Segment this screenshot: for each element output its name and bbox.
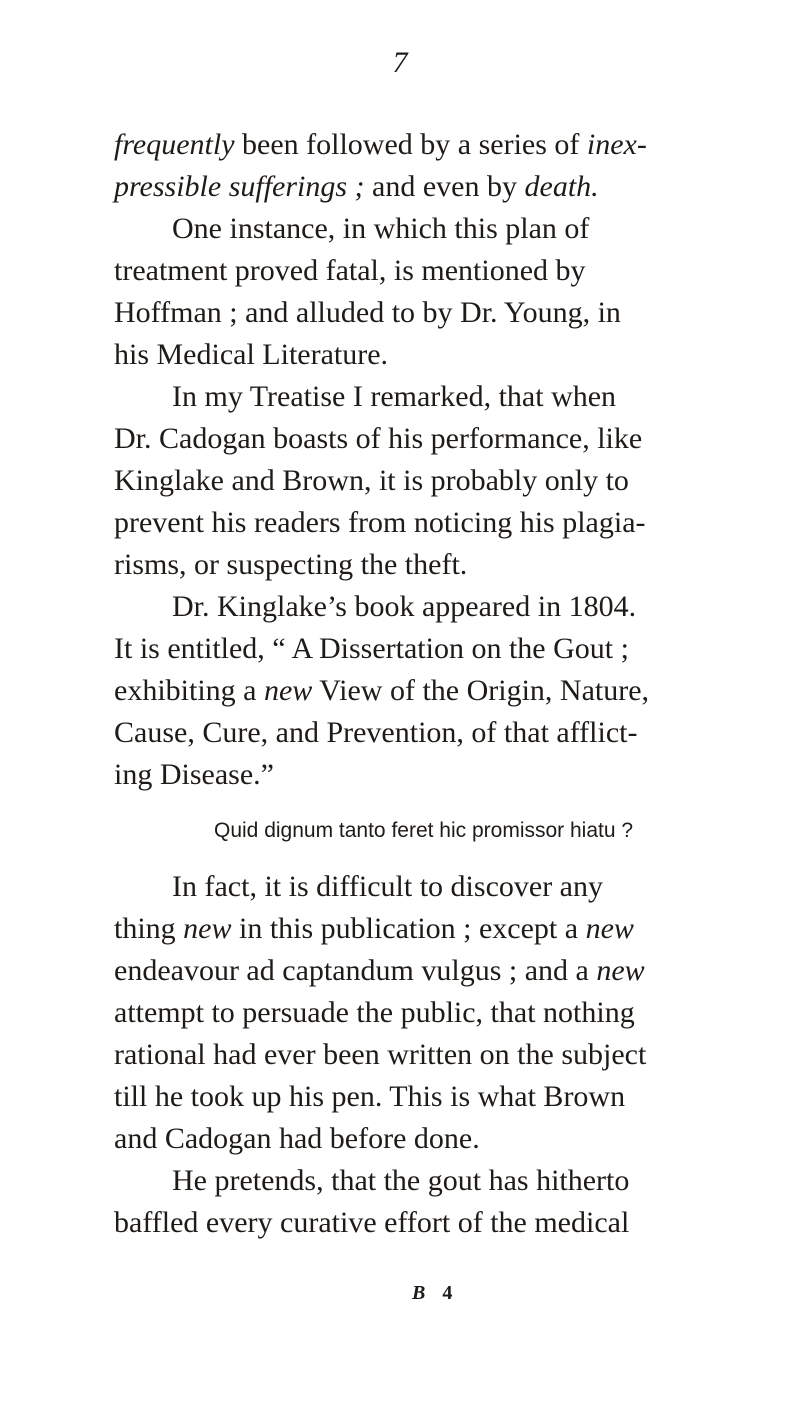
- paragraph-start-line: In fact, it is difficult to discover any: [172, 870, 604, 903]
- text-line: his Medical Literature.: [114, 338, 389, 371]
- text-line: It is entitled, “ A Dissertation on the Gout ;: [114, 632, 629, 665]
- text-line: [114, 908, 714, 950]
- text-line: attempt to persuade the public, that nothing: [114, 996, 635, 1029]
- latin-quotation: Quid dignum tanto feret hic promissor hiatu ?: [214, 819, 634, 842]
- text-line: till he took up his pen. This is what Brown: [114, 1080, 626, 1113]
- text-line: [114, 670, 714, 712]
- emphasis-text: death.: [524, 170, 599, 203]
- text-line: treatment proved fatal, is mentioned by: [114, 254, 586, 287]
- emphasis-text: new: [263, 674, 313, 707]
- text-line: baffled every curative effort of the medical: [114, 1206, 630, 1239]
- paragraph-start-line: In my Treatise I remarked, that when: [172, 380, 617, 413]
- text-line: [114, 166, 714, 208]
- emphasis-text: new: [585, 912, 634, 945]
- page-number: 7: [392, 46, 408, 79]
- text-line: Dr. Cadogan boasts of his performance, like: [114, 422, 643, 455]
- text-line: [114, 124, 714, 166]
- text-line: ing Disease.”: [114, 758, 274, 791]
- signature-number: 4: [442, 1282, 459, 1304]
- text-line: Kinglake and Brown, it is probably only to: [114, 464, 629, 497]
- text-span: thing: [114, 912, 184, 945]
- body-text: [114, 124, 714, 1244]
- text-line: [114, 950, 714, 992]
- text-span: and even by: [364, 170, 525, 203]
- text-line: Cause, Cure, and Prevention, of that afflict-: [114, 716, 638, 749]
- signature-letter: B: [412, 1282, 432, 1304]
- text-span: in this publication ; except a: [231, 912, 586, 945]
- text-line: prevent his readers from noticing his plagia-: [114, 506, 646, 539]
- text-span: View of the Origin, Nature,: [312, 674, 650, 707]
- text-line: Hoffman ; and alluded to by Dr. Young, in: [114, 296, 621, 329]
- text-line: risms, or suspecting the theft.: [114, 548, 468, 581]
- paragraph-start-line: One instance, in which this plan of: [172, 212, 590, 245]
- paragraph-start-line: He pretends, that the gout has hitherto: [172, 1164, 630, 1197]
- emphasis-text: new: [183, 912, 232, 945]
- text-line: rational had ever been written on the subject: [114, 1038, 647, 1071]
- emphasis-text: frequently: [114, 128, 235, 161]
- text-span: exhibiting a: [114, 674, 264, 707]
- text-span: endeavour ad captandum vulgus ; and a: [114, 954, 597, 987]
- paragraph-start-line: Dr. Kinglake’s book appeared in 1804.: [172, 590, 637, 623]
- emphasis-text: new: [596, 954, 645, 987]
- text-line: and Cadogan had before done.: [114, 1122, 480, 1155]
- emphasis-text: inex-: [586, 128, 647, 161]
- emphasis-text: pressible sufferings ;: [114, 170, 365, 203]
- printer-signature-mark: [412, 1282, 458, 1305]
- text-span: been followed by a series of: [234, 128, 587, 161]
